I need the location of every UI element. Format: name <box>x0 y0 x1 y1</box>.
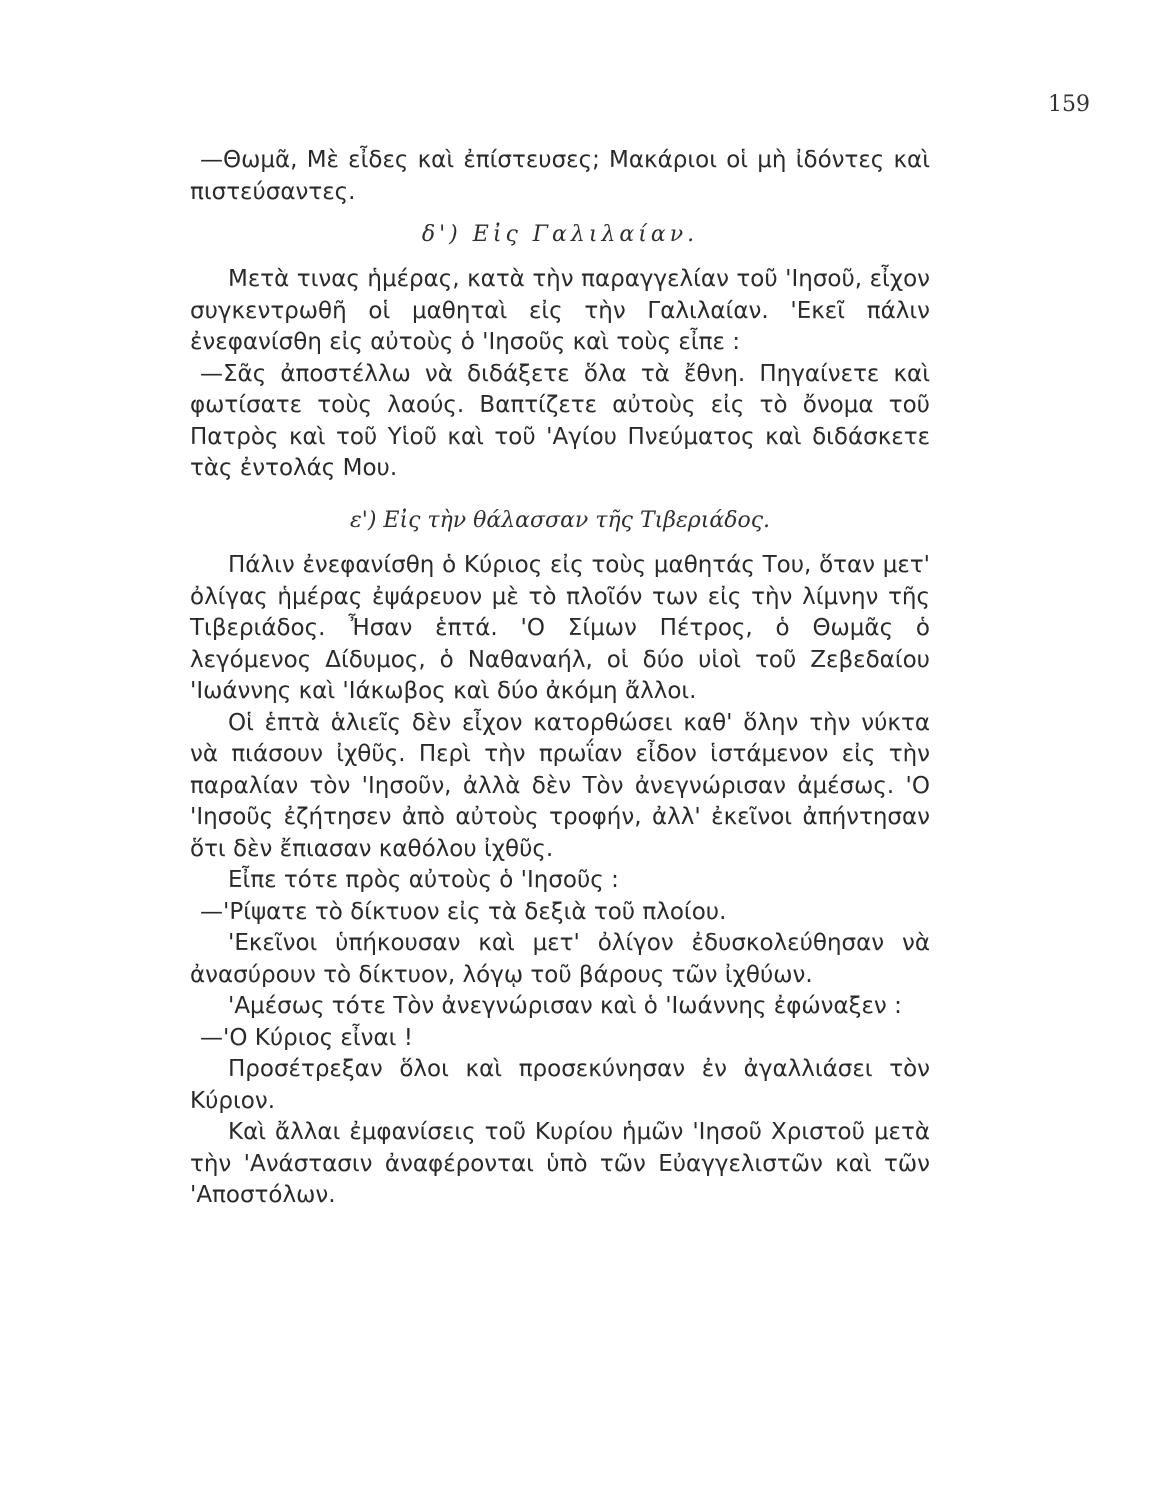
paragraph: Προσέτρεξαν ὅλοι καὶ προσεκύνησαν ἐν ἀγαλλιάσει τὸν Κύριον. <box>190 1056 930 1114</box>
paragraph: Μετὰ τινας ἡμέρας, κατὰ τὴν παραγγελίαν τοῦ 'Ιησοῦ, εἶχον συγκεντρωθῆ οἱ μαθηταὶ εἰς τὴν Γαλιλαίαν. 'Εκεῖ πάλιν ἐνεφανίσθη εἰς αὐτοὺς ὁ 'Ιησοῦς καὶ τοὺς εἶπε : <box>190 266 930 355</box>
intro-block <box>190 145 930 208</box>
galilee-block <box>190 264 930 485</box>
page-number: 159 <box>1048 92 1090 117</box>
paragraph: —Σᾶς ἀποστέλλω νὰ διδάξετε ὅλα τὰ ἔθνη. Πηγαίνετε καὶ φωτίσατε τοὺς λαούς. Βαπτίζετε αὐτοὺς εἰς τὸ ὄνομα τοῦ Πατρὸς καὶ τοῦ Υἱοῦ καὶ τοῦ 'Αγίου Πνεύματος καὶ διδάσκετε τὰς ἐντολάς Μου. <box>190 360 930 481</box>
section-heading-tiberias: ε') Εἰς τὴν θάλασσαν τῆς Τιβεριάδος. <box>349 508 771 533</box>
paragraph: Πάλιν ἐνεφανίσθη ὁ Κύριος εἰς τοὺς μαθητάς Του, ὅταν μετ' ὀλίγας ἡμέρας ἐψάρευον μὲ τὸ πλοῖόν των εἰς τὴν λίμνην τῆς Τιβεριάδος. Ἦσαν ἑπτά. 'Ο Σίμων Πέτρος, ὁ Θωμᾶς ὁ λεγόμενος Δίδυμος, ὁ Ναθαναήλ, οἱ δύο υἱοὶ τοῦ Ζεβεδαίου 'Ιωάννης καὶ 'Ιάκωβος καὶ δύο ἀκόμη ἄλλοι. <box>190 552 930 704</box>
paragraph: —'Ο Κύριος εἶναι ! <box>200 1024 413 1051</box>
paragraph: —Θωμᾶ, Μὲ εἶδες καὶ ἐπίστευσες; Μακάριοι οἱ μὴ ἰδόντες καὶ πιστεύσαντες. <box>190 147 930 205</box>
paragraph: Οἱ ἑπτὰ ἁλιεῖς δὲν εἶχον κατορθώσει καθ' ὅλην τὴν νύκτα νὰ πιάσουν ἰχθῦς. Περὶ τὴν πρωΐαν εἶδον ἱστάμενον εἰς τὴν παραλίαν τὸν 'Ιησοῦν, ἀλλὰ δὲν Τὸν ἀνεγνώρισαν ἀμέσως. 'Ο 'Ιησοῦς ἐζήτησεν ἀπὸ αὐτοὺς τροφήν, ἀλλ' ἐκεῖνοι ἀπήντησαν ὅτι δὲν ἔπιασαν καθόλου ἰχθῦς. <box>190 709 930 862</box>
tiberias-block <box>190 550 930 1212</box>
paragraph: 'Εκεῖνοι ὑπήκουσαν καὶ μετ' ὀλίγον ἐδυσκολεύθησαν νὰ ἀνασύρουν τὸ δίκτυον, λόγῳ τοῦ βάρους τῶν ἰχθύων. <box>190 930 930 988</box>
paragraph: —'Ρίψατε τὸ δίκτυον εἰς τὰ δεξιὰ τοῦ πλοίου. <box>200 898 727 925</box>
paragraph: Εἶπε τότε πρὸς αὐτοὺς ὁ 'Ιησοῦς : <box>228 867 619 893</box>
section-heading-galilee: δ') Εἰς Γαλιλαίαν. <box>421 222 699 247</box>
paragraph: 'Αμέσως τότε Τὸν ἀνεγνώρισαν καὶ ὁ 'Ιωάννης ἐφώναξεν : <box>228 993 902 1019</box>
paragraph: Καὶ ἄλλαι ἐμφανίσεις τοῦ Κυρίου ἡμῶν 'Ιησοῦ Χριστοῦ μετὰ τὴν 'Ανάστασιν ἀναφέρονται ὑπὸ τῶν Εὐαγγελιστῶν καὶ τῶν 'Αποστόλων. <box>190 1119 930 1208</box>
